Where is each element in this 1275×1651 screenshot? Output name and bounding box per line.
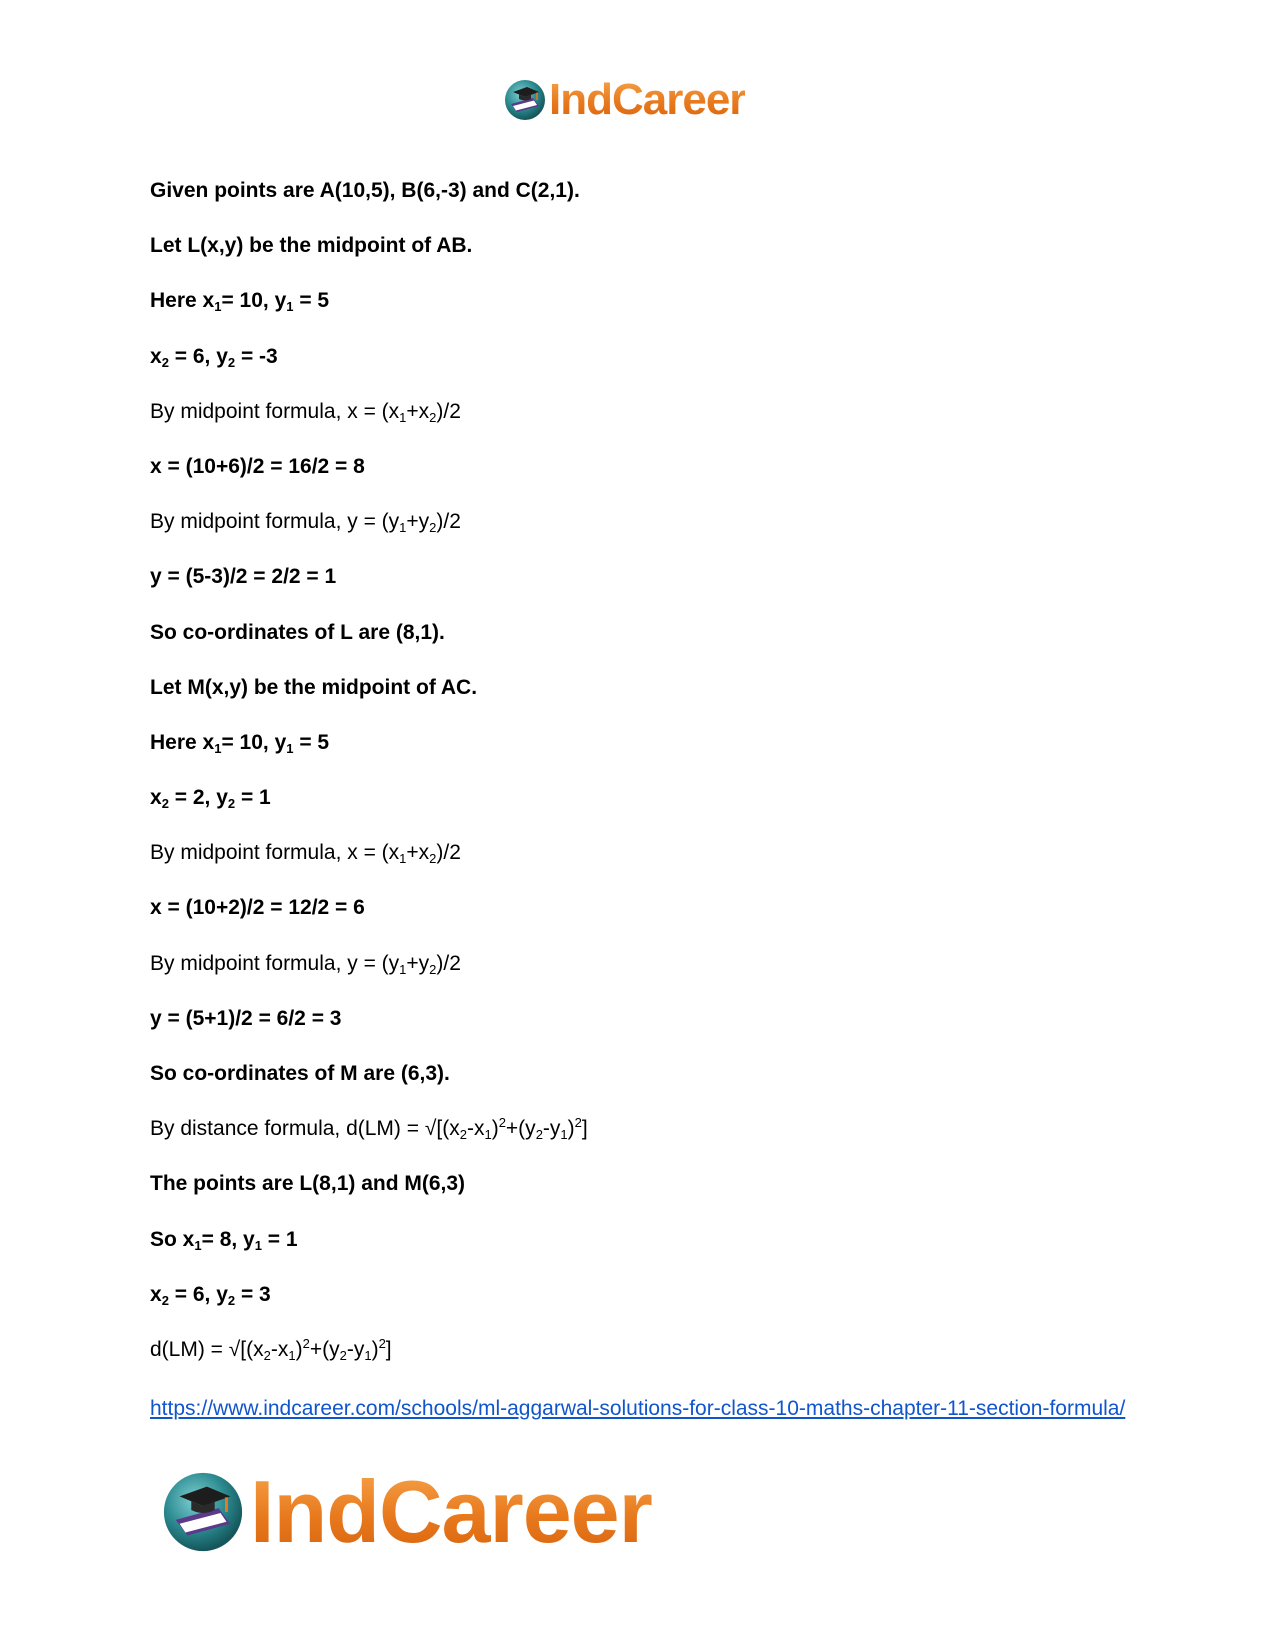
text-line: Let L(x,y) be the midpoint of AB.	[150, 234, 473, 258]
text-line: $x_2 = 2$, $y_2 = 1$	[150, 786, 271, 812]
source-link[interactable]: https://www.indcareer.com/schools/ml-aggarwal-solutions-for-class-10-maths-chapter-11-section-formula/	[150, 1397, 1126, 1420]
text-line: By midpoint formula, $y = (y_1+y_2)/2$	[150, 951, 461, 977]
text-line: $x_2 = 6$, $y_2 = -3$	[150, 344, 278, 370]
logo-wordmark: IndCareer	[250, 1462, 652, 1561]
text-line: Given points are A(10,5), B(6,-3) and C(2,1).	[150, 179, 580, 202]
text-line: x = (10+2)/2 = 12/2 = 6	[150, 896, 365, 920]
text-line: Let M(x,y) be the midpoint of AC.	[150, 675, 478, 699]
text-line: Here $x_1= 10$, $y_1 = 5$	[150, 289, 330, 315]
text-line: x = (10+6)/2 = 16/2 = 8	[150, 454, 365, 478]
text-line: By midpoint formula, $x = (x_1+x_2)/2$	[150, 399, 461, 425]
text-line: So $x_1= 8$, $y_1 = 1$	[150, 1227, 298, 1253]
text-line: $x_2 = 6$, $y_2 = 3$	[150, 1282, 271, 1308]
text-line: By midpoint formula, $x = (x_1+x_2)/2$	[150, 841, 461, 867]
logo-wordmark: IndCareer	[549, 75, 746, 124]
text-line: So co-ordinates of L are (8,1).	[150, 620, 445, 644]
graduation-book-icon	[503, 78, 547, 122]
text-line: y = (5-3)/2 = 2/2 = 1	[150, 565, 337, 589]
indcareer-logo-top	[503, 75, 746, 124]
text-line: By midpoint formula, $y = (y_1+y_2)/2$	[150, 510, 461, 536]
text-line: $d(LM) = √[(x_2-x_1)^2+(y_2-y_1)^2]$	[150, 1335, 392, 1363]
indcareer-logo-bottom	[160, 1462, 652, 1561]
graduation-book-icon	[160, 1469, 246, 1555]
text-line: y = (5+1)/2 = 6/2 = 3	[150, 1006, 342, 1030]
text-line: The points are L(8,1) and M(6,3)	[150, 1172, 466, 1196]
text-line: Here $x_1= 10$, $y_1 = 5$	[150, 730, 330, 756]
text-line: So co-ordinates of M are (6,3).	[150, 1062, 450, 1085]
solution-content	[150, 178, 1150, 1392]
text-line: By distance formula, $d(LM) = √[(x_2-x_1)^2+(y_2-y_1)^2]$	[150, 1115, 588, 1143]
